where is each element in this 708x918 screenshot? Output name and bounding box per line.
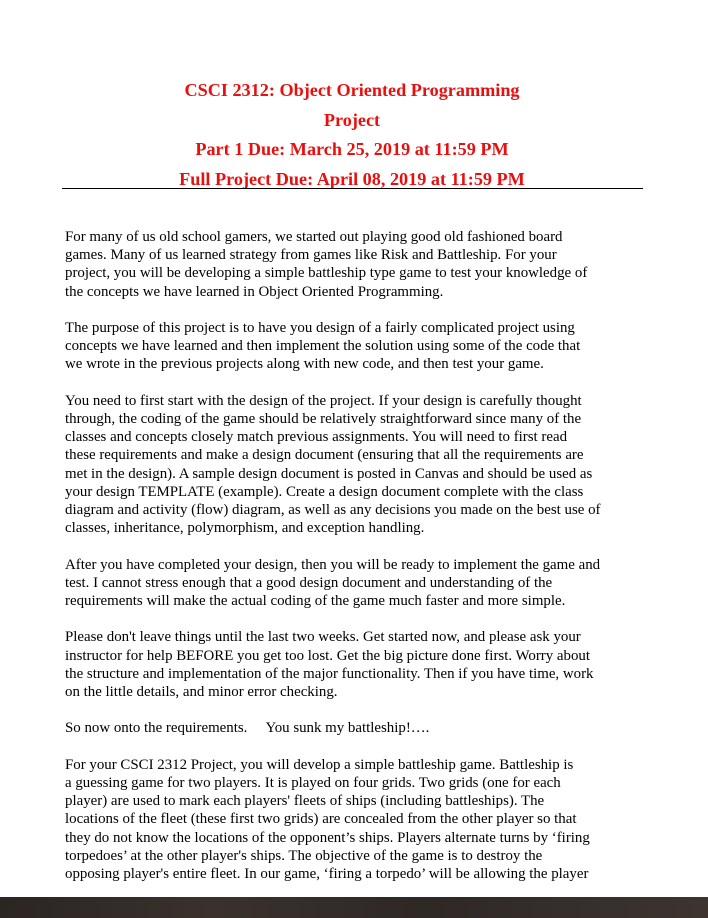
text-line: games. Many of us learned strategy from games like Risk and Battleship. For your <box>65 247 557 264</box>
text-line: on the little details, and minor error checking. <box>65 684 338 701</box>
header-divider <box>62 188 643 189</box>
full-project-due-date: Full Project Due: April 08, 2019 at 11:59 PM <box>179 168 525 189</box>
text-line: locations of the fleet (these first two grids) are concealed from the other player so that <box>65 811 577 828</box>
paragraph-requirements-intro <box>65 719 645 737</box>
paragraph-implementation <box>65 556 645 611</box>
paragraph-intro <box>65 228 645 301</box>
window-bottom-edge <box>0 897 708 918</box>
text-line: your design TEMPLATE (example). Create a design document complete with the class <box>65 483 584 500</box>
text-line: The purpose of this project is to have you design of a fairly complicated project using <box>65 320 575 336</box>
text-line: classes, inheritance, polymorphism, and exception handling. <box>65 520 425 537</box>
text-line: torpedoes’ at the other player's ships. The objective of the game is to destroy the <box>65 847 543 864</box>
text-line: player) are used to mark each players' fleets of ships (including battleships). The <box>65 793 545 810</box>
text-line: met in the design). A sample design document is posted in Canvas and should be used as <box>65 465 593 482</box>
text-line: these requirements and make a design document (ensuring that all the requirements are <box>65 447 584 464</box>
text-line: requirements will make the actual coding of the game much faster and more simple. <box>65 593 566 610</box>
text-line: Please don't leave things until the last two weeks. Get started now, and please ask your <box>65 629 581 646</box>
text-line: the concepts we have learned in Object Oriented Programming. <box>65 283 444 300</box>
text-line: So now onto the requirements. You sunk my battleship!…. <box>65 720 430 737</box>
project-title: Project <box>323 109 381 130</box>
text-line: project, you will be developing a simple battleship type game to test your knowledge of <box>65 265 588 282</box>
text-line: After you have completed your design, then you will be ready to implement the game and <box>65 556 601 573</box>
course-title: CSCI 2312: Object Oriented Programming <box>184 80 520 100</box>
text-line: the structure and implementation of the major functionality. Then if you have time, work <box>65 665 594 682</box>
text-line: we wrote in the previous projects along with new code, and then test your game. <box>65 356 544 373</box>
text-line: they do not know the locations of the opponent’s ships. Players alternate turns by ‘firing <box>65 829 590 846</box>
paragraph-design <box>65 392 645 538</box>
text-line: through, the coding of the game should be relatively straightforward since many of the <box>65 411 582 427</box>
paragraph-advice <box>65 628 645 701</box>
document-body <box>65 228 645 901</box>
text-line: instructor for help BEFORE you get too lost. Get the big picture done first. Worry about <box>65 647 590 664</box>
paragraph-battleship-description <box>65 756 645 883</box>
text-line: opposing player's entire fleet. In our game, ‘firing a torpedo’ will be allowing the player <box>65 866 589 883</box>
document-header <box>62 76 642 194</box>
text-line: concepts we have learned and then implement the solution using some of the code that <box>65 338 581 355</box>
text-line: You need to first start with the design of the project. If your design is carefully thought <box>65 392 582 409</box>
text-line: For your CSCI 2312 Project, you will develop a simple battleship game. Battleship is <box>65 756 574 773</box>
text-line: test. I cannot stress enough that a good design document and understanding of the <box>65 574 553 591</box>
text-line: classes and concepts closely match previous assignments. You will need to first read <box>65 429 568 446</box>
text-line: diagram and activity (flow) diagram, as well as any decisions you made on the best use of <box>65 502 601 519</box>
text-line: For many of us old school gamers, we started out playing good old fashioned board <box>65 229 563 245</box>
text-line: a guessing game for two players. It is played on four grids. Two grids (one for each <box>65 775 561 791</box>
paragraph-purpose <box>65 319 645 374</box>
part1-due-date: Part 1 Due: March 25, 2019 at 11:59 PM <box>195 139 509 160</box>
